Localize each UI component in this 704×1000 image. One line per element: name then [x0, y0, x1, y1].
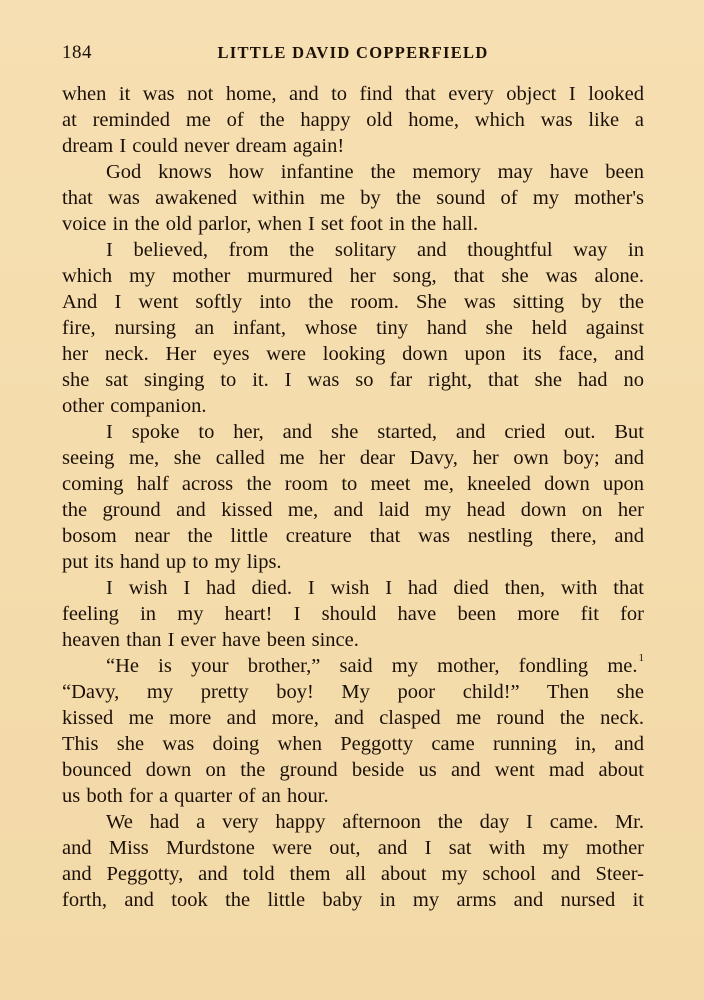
text-line: kissed me more and more, and clasped me round the neck.: [62, 707, 644, 729]
text-line: And I went softly into the room. She was sitting by the: [62, 291, 644, 313]
text-line: she sat singing to it. I was so far right, that she had no: [62, 369, 644, 391]
text-line: her neck. Her eyes were looking down upon its face, and: [62, 343, 644, 365]
text-line-content: “He is your brother,” said my mother, fondling me.: [106, 655, 638, 677]
text-line: seeing me, she called me her dear Davy, her own boy; and: [62, 447, 644, 469]
text-line: I wish I had died. I wish I had died then, with that: [106, 577, 644, 599]
text-line: when it was not home, and to find that every object I looked: [62, 83, 644, 105]
text-line: fire, nursing an infant, whose tiny hand she held against: [62, 317, 644, 339]
text-line: us both for a quarter of an hour.: [62, 785, 329, 807]
text-line: forth, and took the little baby in my arms and nursed it: [62, 889, 644, 911]
body-text: [62, 81, 644, 913]
text-line: I believed, from the solitary and thoughtful way in: [106, 239, 644, 261]
text-line: I spoke to her, and she started, and cried out. But: [106, 421, 644, 443]
text-line: that was awakened within me by the sound of my mother's: [62, 187, 644, 209]
text-line: feeling in my heart! I should have been more fit for: [62, 603, 644, 625]
running-title: LITTLE DAVID COPPERFIELD: [217, 43, 489, 62]
text-line: and Peggotty, and told them all about my school and Steer-: [62, 863, 644, 885]
footnote-mark: 1: [638, 652, 644, 664]
text-line: [62, 653, 644, 679]
text-line: bounced down on the ground beside us and went mad about: [62, 759, 644, 781]
text-line: God knows how infantine the memory may have been: [106, 161, 644, 183]
text-line: voice in the old parlor, when I set foot in the hall.: [62, 213, 479, 235]
text-line: This she was doing when Peggotty came running in, and: [62, 733, 644, 755]
text-line: other companion.: [62, 395, 207, 417]
text-line: the ground and kissed me, and laid my head down on her: [62, 499, 644, 521]
text-line: put its hand up to my lips.: [62, 551, 282, 573]
text-line: at reminded me of the happy old home, which was like a: [62, 109, 644, 131]
text-line: We had a very happy afternoon the day I came. Mr.: [106, 811, 644, 833]
text-line: heaven than I ever have been since.: [62, 629, 359, 651]
text-line: “Davy, my pretty boy! My poor child!” Then she: [62, 681, 644, 703]
page-number: 184: [62, 42, 92, 63]
text-line: dream I could never dream again!: [62, 135, 345, 157]
text-line: and Miss Murdstone were out, and I sat with my mother: [62, 837, 644, 859]
page-header: [62, 42, 644, 66]
text-line: bosom near the little creature that was nestling there, and: [62, 525, 644, 547]
text-line: which my mother murmured her song, that she was alone.: [62, 265, 644, 287]
text-line: coming half across the room to meet me, kneeled down upon: [62, 473, 644, 495]
